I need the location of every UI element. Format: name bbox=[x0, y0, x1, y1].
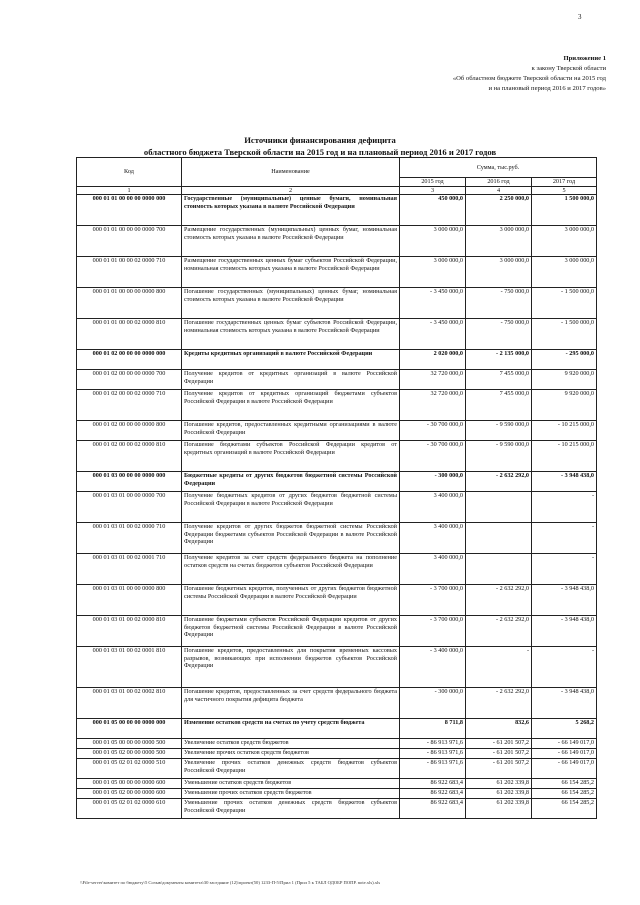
row-name: Получение кредитов за счет средств федерального бюджета на пополнение остатков средств на счетах бюджетов субъектов Российской Федерации bbox=[182, 554, 400, 585]
row-value-2016: 2 250 000,0 bbox=[466, 195, 532, 226]
row-value-2017: - bbox=[532, 554, 597, 585]
row-value-2017: - 10 215 000,0 bbox=[532, 441, 597, 472]
row-value-2015: - 3 700 000,0 bbox=[400, 585, 466, 616]
table-row bbox=[77, 421, 597, 441]
row-code: 000 01 03 00 00 00 0000 000 bbox=[77, 472, 182, 492]
row-name: Получение кредитов от других бюджетов бюджетной системы Российской Федерации бюджетами субъектов Российской Федерации в валюте Российской Федерации bbox=[182, 523, 400, 554]
col-number: 4 bbox=[466, 187, 532, 195]
table-row bbox=[77, 585, 597, 616]
row-value-2017: 5 268,2 bbox=[532, 719, 597, 739]
row-name: Изменение остатков средств на счетах по учету средств бюджета bbox=[182, 719, 400, 739]
row-code: 000 01 05 00 00 00 0000 500 bbox=[77, 739, 182, 749]
row-name: Погашение бюджетами субъектов Российской Федерации кредитов от других бюджетов бюджетной системы Российской Федерации в валюте Российской Федерации bbox=[182, 616, 400, 647]
row-value-2016: - 9 590 000,0 bbox=[466, 421, 532, 441]
row-code: 000 01 03 01 00 00 0000 700 bbox=[77, 492, 182, 523]
row-value-2016: - 61 201 507,2 bbox=[466, 749, 532, 759]
table-row bbox=[77, 350, 597, 370]
table-row bbox=[77, 688, 597, 719]
row-code: 000 01 03 01 00 00 0000 800 bbox=[77, 585, 182, 616]
row-name: Погашение бюджетами субъектов Российской Федерации кредитов от кредитных организаций в валюте Российской Федерации bbox=[182, 441, 400, 472]
appendix-title: Приложение 1 bbox=[563, 55, 606, 62]
row-code: 000 01 03 01 00 02 0000 810 bbox=[77, 616, 182, 647]
row-value-2017: - bbox=[532, 492, 597, 523]
row-name: Размещение государственных (муниципальных) ценных бумаг, номинальная стоимость которых указана в валюте Российской Федерации bbox=[182, 226, 400, 257]
row-value-2017: - bbox=[532, 647, 597, 688]
row-value-2016: - 2 632 292,0 bbox=[466, 472, 532, 492]
row-value-2017: 3 000 000,0 bbox=[532, 257, 597, 288]
row-code: 000 01 05 00 00 00 0000 000 bbox=[77, 719, 182, 739]
row-value-2016: 3 000 000,0 bbox=[466, 257, 532, 288]
row-value-2016: - 2 632 292,0 bbox=[466, 585, 532, 616]
row-value-2017: - 66 149 017,0 bbox=[532, 739, 597, 749]
row-value-2015: 3 000 000,0 bbox=[400, 257, 466, 288]
table-body bbox=[77, 195, 597, 819]
row-name: Размещение государственных ценных бумаг субъектов Российской Федерации, номинальная стоимость которых указана в валюте Российской Федерации bbox=[182, 257, 400, 288]
row-value-2016: - 61 201 507,2 bbox=[466, 739, 532, 749]
row-value-2015: - 30 700 000,0 bbox=[400, 441, 466, 472]
row-value-2016: - 2 632 292,0 bbox=[466, 616, 532, 647]
row-code: 000 01 03 01 00 02 0001 710 bbox=[77, 554, 182, 585]
row-code: 000 01 05 02 01 02 0000 510 bbox=[77, 759, 182, 779]
table-row bbox=[77, 441, 597, 472]
table-row bbox=[77, 319, 597, 350]
table-row bbox=[77, 554, 597, 585]
row-value-2016: 7 455 000,0 bbox=[466, 390, 532, 421]
row-code: 000 01 03 01 00 02 0002 810 bbox=[77, 688, 182, 719]
row-value-2017: - 3 948 438,0 bbox=[532, 472, 597, 492]
row-name: Погашение кредитов, предоставленных для покрытия временных кассовых разрывов, возникающих при исполнении бюджетов субъектов Российской Федерации bbox=[182, 647, 400, 688]
row-value-2017: - bbox=[532, 523, 597, 554]
row-value-2017: 9 920 000,0 bbox=[532, 370, 597, 390]
row-value-2016: 7 455 000,0 bbox=[466, 370, 532, 390]
row-name: Погашение государственных ценных бумаг субъектов Российской Федерации, номинальная стоимость которых указана в валюте Российской Федерации bbox=[182, 319, 400, 350]
row-value-2016: - 2 135 000,0 bbox=[466, 350, 532, 370]
row-value-2016 bbox=[466, 554, 532, 585]
table-row bbox=[77, 759, 597, 779]
page-number: 3 bbox=[578, 13, 582, 21]
row-value-2017: - 295 000,0 bbox=[532, 350, 597, 370]
row-value-2015: - 86 913 971,6 bbox=[400, 739, 466, 749]
row-code: 000 01 05 02 00 00 0000 600 bbox=[77, 789, 182, 799]
table-row bbox=[77, 616, 597, 647]
row-code: 000 01 01 00 00 02 0000 710 bbox=[77, 257, 182, 288]
row-value-2015: 86 922 683,4 bbox=[400, 799, 466, 819]
row-value-2015: 32 720 000,0 bbox=[400, 370, 466, 390]
header-name: Наименование bbox=[182, 158, 400, 187]
row-name: Погашение бюджетных кредитов, полученных от других бюджетов бюджетной системы Российской Федерации в валюте Российской Федерации bbox=[182, 585, 400, 616]
row-name: Погашение государственных (муниципальных) ценных бумаг, номинальная стоимость которых указана в валюте Российской Федерации bbox=[182, 288, 400, 319]
row-code: 000 01 02 00 00 00 0000 800 bbox=[77, 421, 182, 441]
table-row bbox=[77, 288, 597, 319]
file-path-footer: \\File-server\комитет по бюджету\5 Созыв\документы комитета\30 заседание (12)\проект(50) 1233-П-5\Прил 1 (Прил 5 к ТАБЛ ОДОБР ПОПР. note.xls).xls bbox=[80, 880, 381, 885]
row-code: 000 01 01 00 00 02 0000 810 bbox=[77, 319, 182, 350]
table-row bbox=[77, 789, 597, 799]
row-value-2015: 86 922 683,4 bbox=[400, 789, 466, 799]
row-value-2015: - 3 700 000,0 bbox=[400, 616, 466, 647]
table-row bbox=[77, 492, 597, 523]
header-year-2015: 2015 год bbox=[400, 178, 466, 187]
row-value-2015: 32 720 000,0 bbox=[400, 390, 466, 421]
appendix-line: и на плановый период 2016 и 2017 годов» bbox=[488, 85, 606, 92]
table-row bbox=[77, 647, 597, 688]
row-name: Получение кредитов от кредитных организаций в валюте Российской Федерации bbox=[182, 370, 400, 390]
document-title bbox=[90, 134, 550, 158]
row-name: Погашение кредитов, предоставленных кредитными организациями в валюте Российской Федерации bbox=[182, 421, 400, 441]
row-value-2017: - 3 948 438,0 bbox=[532, 688, 597, 719]
row-value-2016: - bbox=[466, 647, 532, 688]
row-code: 000 01 03 01 00 02 0000 710 bbox=[77, 523, 182, 554]
header-year-2017: 2017 год bbox=[532, 178, 597, 187]
row-value-2017: 9 920 000,0 bbox=[532, 390, 597, 421]
table-row bbox=[77, 195, 597, 226]
row-value-2015: 2 020 000,0 bbox=[400, 350, 466, 370]
table-row bbox=[77, 226, 597, 257]
table-row bbox=[77, 719, 597, 739]
header-year-2016: 2016 год bbox=[466, 178, 532, 187]
row-value-2015: - 3 400 000,0 bbox=[400, 647, 466, 688]
row-value-2017: - 3 948 438,0 bbox=[532, 585, 597, 616]
row-value-2016 bbox=[466, 492, 532, 523]
sources-table bbox=[76, 157, 597, 819]
header-sum: Сумма, тыс.руб. bbox=[400, 158, 597, 178]
row-code: 000 01 02 00 00 02 0000 710 bbox=[77, 390, 182, 421]
row-value-2016: 61 202 339,8 bbox=[466, 779, 532, 789]
row-name: Бюджетные кредиты от других бюджетов бюджетной системы Российской Федерации bbox=[182, 472, 400, 492]
row-code: 000 01 03 01 00 02 0001 810 bbox=[77, 647, 182, 688]
row-value-2016: - 750 000,0 bbox=[466, 319, 532, 350]
row-name: Увеличение прочих остатков средств бюджетов bbox=[182, 749, 400, 759]
row-value-2015: - 3 450 000,0 bbox=[400, 319, 466, 350]
appendix-header bbox=[453, 54, 606, 94]
row-code: 000 01 01 00 00 00 0000 800 bbox=[77, 288, 182, 319]
row-value-2017: - 1 500 000,0 bbox=[532, 288, 597, 319]
row-value-2016: - 61 201 507,2 bbox=[466, 759, 532, 779]
row-value-2017: 66 154 285,2 bbox=[532, 789, 597, 799]
table-row bbox=[77, 799, 597, 819]
row-value-2015: - 86 913 971,6 bbox=[400, 749, 466, 759]
table-row bbox=[77, 739, 597, 749]
row-code: 000 01 02 00 00 00 0000 700 bbox=[77, 370, 182, 390]
col-number: 1 bbox=[77, 187, 182, 195]
row-value-2015: - 30 700 000,0 bbox=[400, 421, 466, 441]
col-number: 2 bbox=[182, 187, 400, 195]
title-line: Источники финансирования дефицита bbox=[244, 135, 396, 145]
row-code: 000 01 01 00 00 00 0000 700 bbox=[77, 226, 182, 257]
row-name: Увеличение прочих остатков денежных средств бюджетов субъектов Российской Федерации bbox=[182, 759, 400, 779]
row-value-2015: - 3 450 000,0 bbox=[400, 288, 466, 319]
row-value-2017: - 10 215 000,0 bbox=[532, 421, 597, 441]
row-code: 000 01 05 00 00 00 0000 600 bbox=[77, 779, 182, 789]
row-code: 000 01 01 00 00 00 0000 000 bbox=[77, 195, 182, 226]
table-row bbox=[77, 472, 597, 492]
row-value-2016: - 9 590 000,0 bbox=[466, 441, 532, 472]
row-code: 000 01 02 00 00 00 0000 000 bbox=[77, 350, 182, 370]
row-code: 000 01 05 02 00 00 0000 500 bbox=[77, 749, 182, 759]
header-code: Код bbox=[77, 158, 182, 187]
row-name: Погашение кредитов, предоставленных за счет средств федерального бюджета для частичного покрытия дефицита бюджета bbox=[182, 688, 400, 719]
table-row bbox=[77, 257, 597, 288]
row-value-2015: - 86 913 971,6 bbox=[400, 759, 466, 779]
row-value-2016 bbox=[466, 523, 532, 554]
row-value-2017: 66 154 285,2 bbox=[532, 799, 597, 819]
row-code: 000 01 05 02 01 02 0000 610 bbox=[77, 799, 182, 819]
row-name: Уменьшение прочих остатков денежных средств бюджетов субъектов Российской Федерации bbox=[182, 799, 400, 819]
row-value-2015: 3 000 000,0 bbox=[400, 226, 466, 257]
row-value-2016: 3 000 000,0 bbox=[466, 226, 532, 257]
col-number: 5 bbox=[532, 187, 597, 195]
row-value-2015: 3 400 000,0 bbox=[400, 523, 466, 554]
row-name: Получение бюджетных кредитов от других бюджетов бюджетной системы Российской Федерации в валюте Российской Федерации bbox=[182, 492, 400, 523]
table-row bbox=[77, 749, 597, 759]
row-value-2017: 66 154 285,2 bbox=[532, 779, 597, 789]
row-value-2015: 8 711,8 bbox=[400, 719, 466, 739]
row-value-2015: 3 400 000,0 bbox=[400, 492, 466, 523]
row-value-2016: 61 202 339,8 bbox=[466, 799, 532, 819]
row-value-2016: 61 202 339,8 bbox=[466, 789, 532, 799]
title-line: областного бюджета Тверской области на 2015 год и на плановый период 2016 и 2017 годов bbox=[143, 147, 497, 157]
row-value-2017: - 3 948 438,0 bbox=[532, 616, 597, 647]
row-value-2016: - 2 632 292,0 bbox=[466, 688, 532, 719]
appendix-line: к закону Тверской области bbox=[531, 65, 606, 72]
row-value-2015: - 300 000,0 bbox=[400, 472, 466, 492]
row-value-2017: - 1 500 000,0 bbox=[532, 319, 597, 350]
table-row bbox=[77, 779, 597, 789]
row-value-2017: - 66 149 017,0 bbox=[532, 759, 597, 779]
row-name: Кредиты кредитных организаций в валюте Российской Федерации bbox=[182, 350, 400, 370]
row-name: Увеличение остатков средств бюджетов bbox=[182, 739, 400, 749]
table-row bbox=[77, 370, 597, 390]
row-name: Уменьшение прочих остатков средств бюджетов bbox=[182, 789, 400, 799]
row-value-2017: 3 000 000,0 bbox=[532, 226, 597, 257]
row-value-2016: - 750 000,0 bbox=[466, 288, 532, 319]
row-code: 000 01 02 00 00 02 0000 810 bbox=[77, 441, 182, 472]
row-value-2015: 450 000,0 bbox=[400, 195, 466, 226]
row-value-2017: 1 500 000,0 bbox=[532, 195, 597, 226]
row-value-2016: 832,6 bbox=[466, 719, 532, 739]
row-value-2015: - 300 000,0 bbox=[400, 688, 466, 719]
table-row bbox=[77, 390, 597, 421]
appendix-line: «Об областном бюджете Тверской области на 2015 год bbox=[452, 75, 606, 82]
row-value-2015: 3 400 000,0 bbox=[400, 554, 466, 585]
table-row bbox=[77, 523, 597, 554]
col-number: 3 bbox=[400, 187, 466, 195]
row-name: Государственные (муниципальные) ценные бумаги, номинальная стоимость которых указана в валюте Российской Федерации bbox=[182, 195, 400, 226]
row-value-2015: 86 922 683,4 bbox=[400, 779, 466, 789]
row-name: Уменьшение остатков средств бюджетов bbox=[182, 779, 400, 789]
row-value-2017: - 66 149 017,0 bbox=[532, 749, 597, 759]
row-name: Получение кредитов от кредитных организаций бюджетами субъектов Российской Федерации в валюте Российской Федерации bbox=[182, 390, 400, 421]
